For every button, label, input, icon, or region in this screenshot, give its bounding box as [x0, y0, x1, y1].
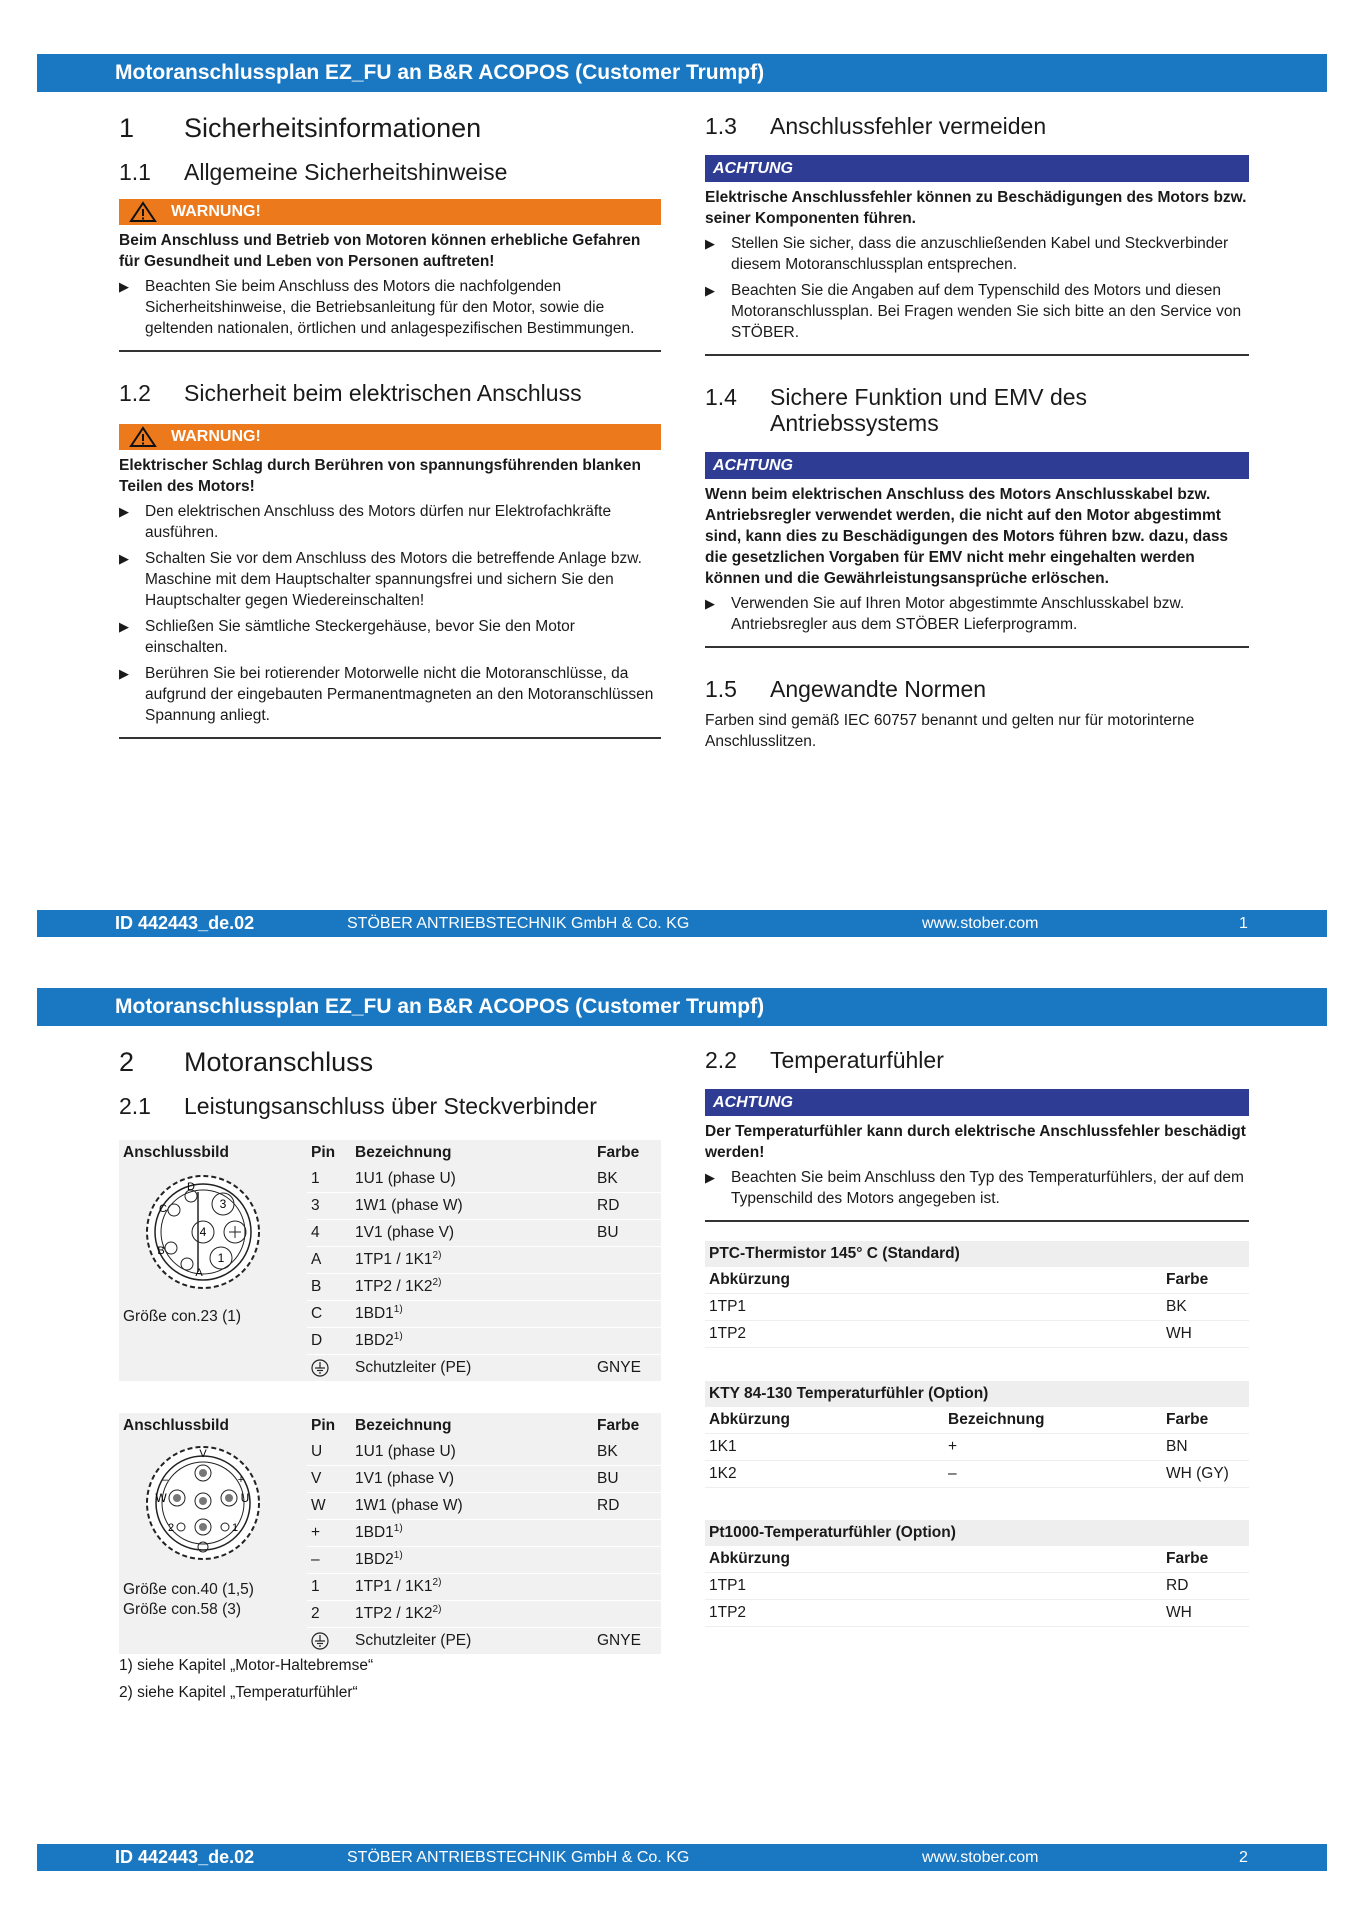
page-number: 2	[1239, 1849, 1248, 1866]
table-row: 3 1W1 (phase W) RD	[119, 1193, 661, 1220]
arrow-icon: ▶	[119, 551, 129, 566]
table-row: C 1BD1$^{1)}$	[119, 1301, 661, 1328]
table-row: 1TP1 RD	[705, 1573, 1249, 1600]
norms-text: Farben sind gemäß IEC 60757 benannt und gelten nur für motorinterne Anschlusslitzen.	[705, 712, 1195, 750]
table-row: 1K2 – WH (GY)	[705, 1461, 1249, 1488]
footnote: 2) siehe Kapitel „Temperaturfühler“	[119, 1684, 358, 1701]
ground-icon	[311, 1359, 329, 1377]
arrow-icon: ▶	[705, 1170, 715, 1185]
table-row: 1TP1 BK	[705, 1294, 1249, 1321]
table-row: 1 1TP1 / 1K1$^{2)}$	[119, 1574, 661, 1601]
page1-footer-bar	[37, 910, 1327, 937]
list-item: ▶ Stellen Sie sicher, dass die anzuschließenden Kabel und Steckverbinder diesem Motoranschlussplan entsprechen.	[705, 235, 1229, 273]
table-row: V W U + – 2 1 Größe con.40 (1,5) Größe con.58 (3) U 1U1 (phase U) BK	[119, 1439, 661, 1466]
instruction-list	[705, 593, 1249, 635]
heading-1-2: 1.2 Sicherheit beim elektrischen Anschluss	[119, 380, 582, 406]
list-item: ▶ Berühren Sie bei rotierender Motorwelle nicht die Motoranschlüsse, da aufgrund der eingebauten Permanentmagneten an den Motoranschlüssen Spannung anliegt.	[119, 665, 654, 724]
pt1000-table	[705, 1520, 1249, 1627]
page2-footer-bar	[37, 1844, 1327, 1871]
list-item: ▶ Beachten Sie beim Anschluss des Motors die nachfolgenden Sicherheitshinweise, die Betriebsanleitung für den Motor, sowie die geltenden nationalen, örtlichen und anlagespezifischen Bestimmungen.	[119, 278, 635, 337]
table-header-row: Anschlussbild Pin Bezeichnung Farbe	[119, 1413, 661, 1439]
heading-1: 1 Sicherheitsinformationen	[119, 113, 482, 143]
table-row: – 1BD2$^{1)}$	[119, 1547, 661, 1574]
table-row: A 1TP1 / 1K1$^{2)}$	[119, 1247, 661, 1274]
footnotes	[119, 1652, 661, 1706]
arrow-icon: ▶	[705, 236, 715, 251]
list-item: ▶ Schalten Sie vor dem Anschluss des Motors die betreffende Anlage bzw. Maschine mit dem Hauptschalter spannungsfrei und sichern Sie den Hauptschalter gegen Wiedereinschalten!	[119, 550, 642, 609]
table-row: 4 1V1 (phase V) BU	[119, 1220, 661, 1247]
footnote: 1) siehe Kapitel „Motor-Haltebremse“	[119, 1657, 374, 1674]
warning-triangle-icon	[129, 426, 157, 448]
table-header-row: Abkürzung Farbe	[705, 1267, 1249, 1294]
list-item: ▶ Den elektrischen Anschluss des Motors dürfen nur Elektrofachkräfte ausführen.	[119, 503, 612, 541]
heading-1-5: 1.5 Angewandte Normen	[705, 676, 987, 702]
pin-label: +	[237, 1474, 245, 1486]
achtung-text: Wenn beim elektrischen Anschluss des Motors Anschlusskabel bzw. Antriebsregler verwendet werden, die nicht auf den Motor abgestimmt sind, kann dies zu Beschädigungen des Motors führen bzw. dazu, dass die gesetzlichen Vorgaben für EMV nicht mehr eingehalten werden können und die Gewährleistungsansprüche erlöschen.	[705, 486, 1229, 587]
achtung-text: Der Temperaturfühler kann durch elektrische Anschlussfehler beschädigt werden!	[705, 1123, 1246, 1161]
ground-icon	[311, 1632, 329, 1650]
section-2-2	[705, 1047, 1249, 1222]
pin-label: A	[195, 1267, 203, 1279]
warning-text: Beim Anschluss und Betrieb von Motoren können erhebliche Gefahren für Gesundheit und Leben von Personen auftreten!	[119, 232, 641, 270]
section-2	[119, 1047, 661, 1119]
document-id: ID 442443_de.02	[115, 913, 255, 933]
pin-label: 2	[167, 1522, 175, 1534]
warning-text: Elektrischer Schlag durch Berühren von spannungsführenden blanken Teilen des Motors!	[119, 457, 641, 495]
page2-header-bar	[37, 988, 1327, 1026]
achtung-text: Elektrische Anschlussfehler können zu Beschädigungen des Motors bzw. seiner Komponenten führen.	[705, 189, 1247, 227]
pin-label: 1	[217, 1251, 225, 1265]
pin-label: U	[240, 1491, 250, 1505]
instruction-list	[705, 1167, 1249, 1209]
company-name: STÖBER ANTRIEBSTECHNIK GmbH & Co. KG	[347, 915, 690, 932]
pin-label: 3	[219, 1197, 227, 1211]
warning-triangle-icon	[129, 201, 157, 223]
arrow-icon: ▶	[705, 596, 715, 611]
list-item: ▶ Verwenden Sie auf Ihren Motor abgestimmte Anschlusskabel bzw. Antriebsregler aus dem STÖBER Lieferprogramm.	[705, 595, 1185, 633]
list-item: ▶ Schließen Sie sämtliche Steckergehäuse, bevor Sie den Motor einschalten.	[119, 618, 575, 656]
heading-1-4: 1.4 Sichere Funktion und EMV des Antriebssystems	[705, 384, 1088, 436]
list-item: ▶ Beachten Sie die Angaben auf dem Typenschild des Motors und diesen Motoranschlussplan. Bei Fragen wenden Sie sich bitte an den Service von STÖBER.	[705, 282, 1242, 341]
table-title: PTC-Thermistor 145° C (Standard)	[705, 1241, 1249, 1267]
connector-diagram-cell	[119, 1439, 307, 1655]
instruction-list	[705, 233, 1249, 343]
header-title: Motoranschlussplan EZ_FU an B&R ACOPOS (Customer Trumpf)	[115, 995, 765, 1018]
table-title: KTY 84-130 Temperaturfühler (Option)	[705, 1381, 1249, 1407]
size-label: Größe con.40 (1,5)	[123, 1581, 254, 1598]
table-header-row: Anschlussbild Pin Bezeichnung Farbe	[119, 1140, 661, 1166]
pin-label: –	[161, 1474, 169, 1486]
table-row: Schutzleiter (PE) GNYE	[119, 1355, 661, 1382]
arrow-icon: ▶	[119, 504, 129, 519]
achtung-banner: ACHTUNG	[705, 452, 1249, 479]
warning-box-1-2	[119, 424, 661, 739]
connector-diagram-cell	[119, 1166, 307, 1382]
kty-table	[705, 1381, 1249, 1488]
table-header-row: Abkürzung Farbe	[705, 1546, 1249, 1573]
heading-2-2: 2.2 Temperaturfühler	[705, 1047, 944, 1073]
achtung-box-1-4	[705, 452, 1249, 648]
achtung-box-1-3	[705, 155, 1249, 356]
pin-table-con23	[119, 1140, 661, 1382]
heading-2: 2 Motoranschluss	[119, 1047, 374, 1077]
table-row: 1TP2 WH	[705, 1600, 1249, 1627]
arrow-icon: ▶	[119, 619, 129, 634]
achtung-banner: ACHTUNG	[705, 1089, 1249, 1116]
list-item: ▶ Beachten Sie beim Anschluss den Typ des Temperaturfühlers, der auf dem Typenschild des Motors angegeben ist.	[705, 1169, 1244, 1207]
table-row: B 1TP2 / 1K2$^{2)}$	[119, 1274, 661, 1301]
warning-box-1-1	[119, 199, 661, 352]
table-header-row: Abkürzung Bezeichnung Farbe	[705, 1407, 1249, 1434]
section-1	[119, 113, 661, 739]
pin-label: 1	[231, 1522, 239, 1534]
warning-banner: WARNUNG!	[119, 199, 661, 225]
arrow-icon: ▶	[119, 666, 129, 681]
page-number: 1	[1239, 915, 1248, 932]
heading-1-1: 1.1 Allgemeine Sicherheitshinweise	[119, 159, 508, 185]
pin-label: D	[187, 1181, 195, 1193]
website-link[interactable]: www.stober.com	[922, 915, 1039, 932]
arrow-icon: ▶	[119, 279, 129, 294]
arrow-icon: ▶	[705, 283, 715, 298]
instruction-list	[119, 276, 661, 339]
table-row: W 1W1 (phase W) RD	[119, 1493, 661, 1520]
table-row: Schutzleiter (PE) GNYE	[119, 1628, 661, 1655]
table-row: 2 1TP2 / 1K2$^{2)}$	[119, 1601, 661, 1628]
table-row: V 1V1 (phase V) BU	[119, 1466, 661, 1493]
table-row: D 1BD2$^{1)}$	[119, 1328, 661, 1355]
company-name: STÖBER ANTRIEBSTECHNIK GmbH & Co. KG	[347, 1849, 690, 1866]
pin-table-con40-con58	[119, 1413, 661, 1655]
header-title: Motoranschlussplan EZ_FU an B&R ACOPOS (Customer Trumpf)	[115, 61, 765, 84]
warning-banner: WARNUNG!	[119, 424, 661, 450]
page1-header-bar	[37, 54, 1327, 92]
table-row: 1TP2 WH	[705, 1321, 1249, 1348]
table-row: + 1BD1$^{1)}$	[119, 1520, 661, 1547]
table-row: D C 3 4 B A 1 Größe con.23 (1) 1 1U1 (phase U) BK	[119, 1166, 661, 1193]
heading-1-3: 1.3 Anschlussfehler vermeiden	[705, 113, 1047, 139]
connector-con23-diagram	[143, 1172, 263, 1292]
size-label: Größe con.23 (1)	[123, 1308, 242, 1325]
pin-label: V	[199, 1448, 207, 1460]
instruction-list	[119, 501, 661, 726]
ptc-table	[705, 1241, 1249, 1348]
pin-label: B	[157, 1245, 165, 1257]
size-label: Größe con.58 (3)	[123, 1601, 242, 1618]
heading-2-1: 2.1 Leistungsanschluss über Steckverbinder	[119, 1093, 597, 1119]
document-id: ID 442443_de.02	[115, 1847, 255, 1867]
pin-label: W	[155, 1491, 167, 1505]
connector-con40-diagram	[143, 1443, 263, 1563]
achtung-box-2-2	[705, 1089, 1249, 1222]
section-1-right	[705, 113, 1249, 752]
pin-label: 4	[199, 1225, 207, 1239]
table-title: Pt1000-Temperaturfühler (Option)	[705, 1520, 1249, 1546]
pin-label: C	[159, 1203, 167, 1215]
table-row: 1K1 + BN	[705, 1434, 1249, 1461]
achtung-banner: ACHTUNG	[705, 155, 1249, 182]
website-link[interactable]: www.stober.com	[922, 1849, 1039, 1866]
